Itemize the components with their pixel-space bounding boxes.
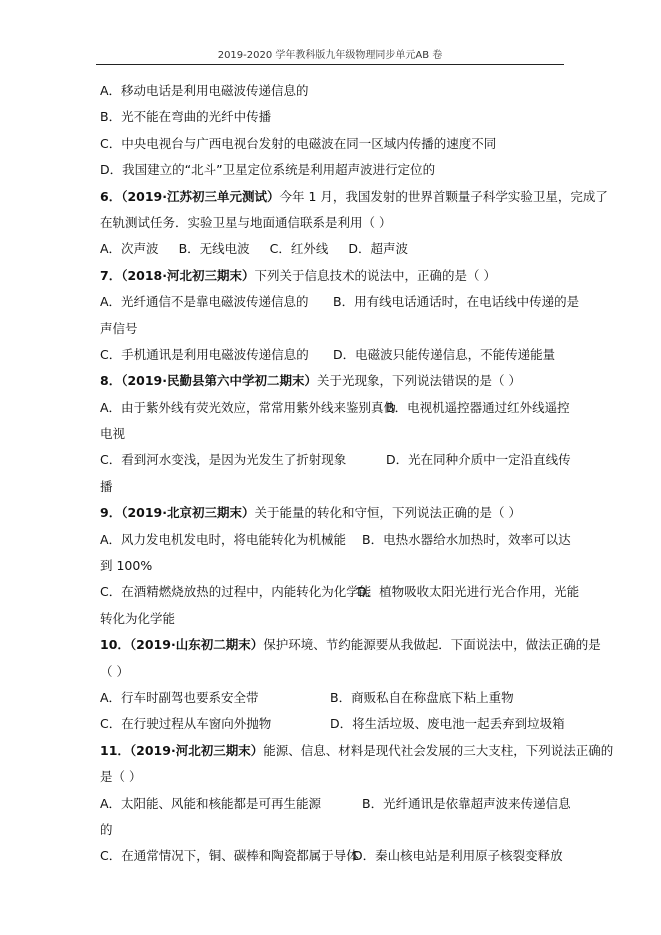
question-8-stem: 8．（2019·民勤县第六中学初二期末）关于光现象，下列说法错误的是（ ） [100,373,521,389]
question-number: 9． [100,505,122,521]
text-line: D．我国建立的“北斗”卫星定位系统是利用超声波进行定位的 [100,162,436,178]
text-line: 到 100% [100,558,153,574]
text-line: 在轨测试任务．实验卫星与地面通信联系是利用（ ） [100,214,392,230]
option-b: B．电视机遥控器通过红外线遥控 [386,399,570,415]
option-c: C．在行驶过程从车窗向外抛物 [100,716,272,732]
option-a: A．太阳能、风能和核能都是可再生能源 [100,795,322,811]
text-line: A．移动电话是利用电磁波传递信息的 [100,83,309,98]
text-line [100,579,580,605]
option-b: B．商贩私自在称盘底下粘上重物 [330,689,514,705]
option-d: D．超声波 [348,241,409,257]
text-line [100,289,580,315]
text-line: 声信号 [100,320,138,336]
option-b: B．无线电波 [178,241,250,257]
text-line: C．中央电视台与广西电视台发射的电磁波在同一区域内传播的速度不同 [100,135,497,151]
option-c: C．红外线 [269,241,329,257]
option-d: D．光在同种介质中一定沿直线传 [386,452,571,468]
option-d: D．电磁波只能传递信息，不能传递能量 [333,346,556,362]
option-b: B．电热水器给水加热时，效率可以达 [362,531,571,547]
text-line: 的 [100,821,113,837]
question-source: （2019·河北初三期末） [129,742,264,758]
text-line [100,447,571,473]
question-source: （2019·山东初二期末） [129,637,264,653]
question-6-options [100,236,568,262]
option-c: C．在酒精燃烧放热的过程中，内能转化为化学能 [100,584,372,600]
option-b: B．用有线电话通话时，在电话线中传递的是 [333,294,580,310]
option-a: A．次声波 [100,241,159,257]
question-10-stem: 10．（2019·山东初二期末）保护环境、节约能源要从我做起．下面说法中，做法正确的是 [100,637,601,653]
text-line [100,342,568,368]
question-source: （2018·河北初三期末） [121,267,255,283]
question-11-stem: 11．（2019·河北初三期末）能源、信息、材料是现代社会发展的三大支柱，下列说法正确的 [100,742,614,758]
option-c: C．在通常情况下，铜、碳棒和陶瓷都属于导体 [100,848,359,864]
question-source: （2019·民勤县第六中学初二期末） [121,373,317,389]
question-7-stem: 7．（2018·河北初三期末）下列关于信息技术的说法中，正确的是（ ） [100,267,496,283]
option-c: C．手机通讯是利用电磁波传递信息的 [100,346,309,362]
page-header: 2019-2020 学年教科版九年级物理同步单元AB 卷 [96,46,564,65]
option-b: B．光纤通讯是依靠超声波来传递信息 [362,795,571,811]
text-line [100,685,568,711]
question-6-stem: 6．（2019·江苏初三单元测试）今年 1 月，我国发射的世界首颗量子科学实验卫星，完成了 [100,188,608,204]
text-line: 电视 [100,426,126,442]
option-c: C．看到河水变浅，是因为光发生了折射现象 [100,452,347,468]
question-number: 6． [100,188,122,204]
text-line: （ ） [100,663,129,679]
text-line [100,395,568,421]
text-line: 是（ ） [100,769,142,785]
text-line: 播 [100,478,113,494]
option-d: D．将生活垃圾、废电池一起丢弃到垃圾箱 [330,716,565,732]
text-line [100,711,568,737]
text-line [100,791,571,817]
question-content [100,78,614,870]
option-a: A．光纤通信不是靠电磁波传递信息的 [100,294,309,310]
question-number: 10． [100,637,130,653]
option-d: D．秦山核电站是利用原子核裂变释放 [353,848,563,864]
option-a: A．风力发电机发电时，将电能转化为机械能 [100,531,347,547]
text-line [100,843,568,869]
text-line [100,527,571,553]
text-line: 转化为化学能 [100,610,176,626]
question-source: （2019·北京初三期末） [121,505,255,521]
option-d: D．植物吸收太阳光进行光合作用，光能 [357,584,580,600]
question-number: 7． [100,267,122,283]
text-line: B．光不能在弯曲的光纤中传播 [100,109,272,125]
question-9-stem: 9．（2019·北京初三期末）关于能量的转化和守恒，下列说法正确的是（ ） [100,505,521,521]
question-number: 8． [100,373,122,389]
option-a: A．行车时副驾也要系安全带 [100,689,259,705]
question-number: 11． [100,742,130,758]
question-source: （2019·江苏初三单元测试） [121,188,280,204]
option-a: A．由于紫外线有荧光效应，常常用紫外线来鉴别真伪 [100,399,397,415]
